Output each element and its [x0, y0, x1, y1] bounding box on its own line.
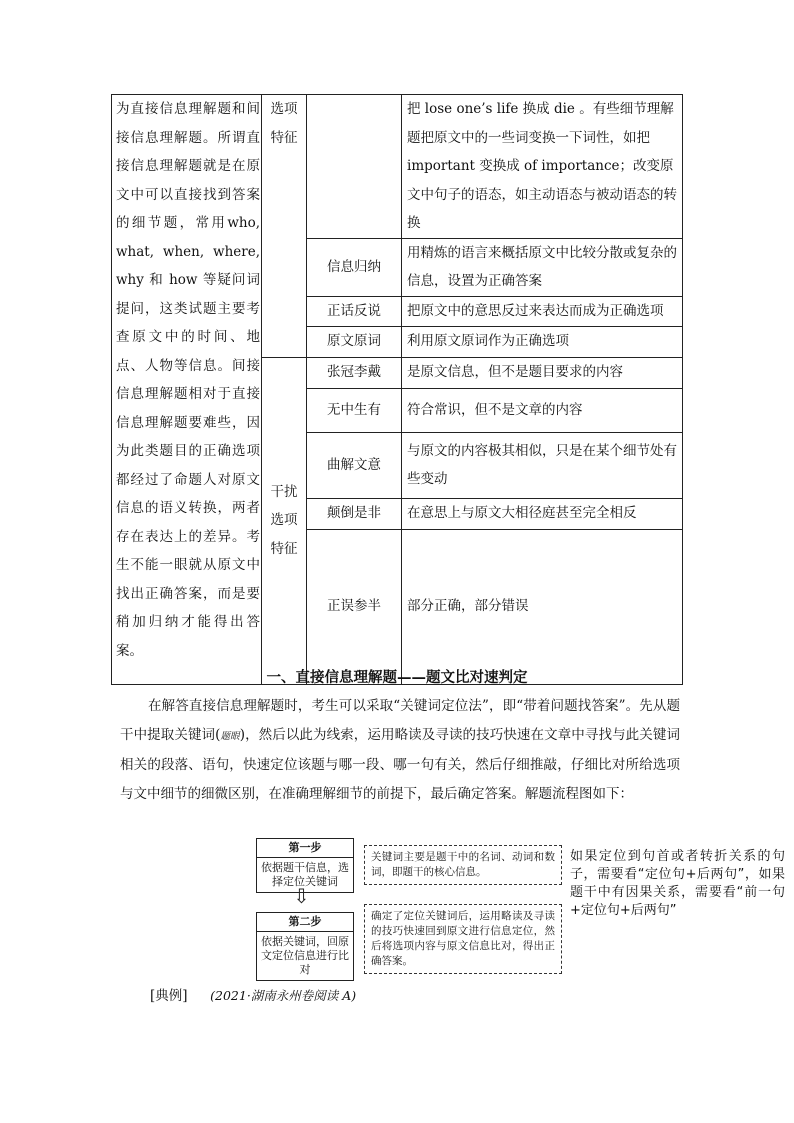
row-name: 原文原词 — [307, 326, 402, 357]
example-line — [150, 984, 356, 1004]
body-paragraph — [120, 692, 680, 809]
row-desc: 用精炼的语言来概括原文中比较分散或复杂的信息，设置为正确答案 — [402, 238, 683, 296]
row-name: 颠倒是非 — [307, 498, 402, 529]
step2-body: 依据关键词，回原文定位信息进行比对 — [261, 935, 349, 976]
step2-note: 确定了定位关键词后，运用略读及寻读的技巧快速回到原文进行信息定位，然后将选项内容与原文信息比对，得出正确答案。 — [364, 904, 562, 974]
row-desc: 把 lose one’s life 换成 die 。有些细节理解题把原文中的一些词变换一下词性，如把 important 变换成 of importance；改变原文中句子的语态，如主动语态与被动语态的转换 — [402, 95, 683, 239]
paragraph-text-1: 在解答直接信息理解题时，考生可以采取“关键词定位法”，即“带着问题找答案”。先从题干中提取关键词( — [120, 698, 680, 743]
row-desc: 部分正确，部分错误 — [402, 529, 683, 684]
row-name: 信息归纳 — [307, 238, 402, 296]
row-name: 正话反说 — [307, 296, 402, 326]
row-desc: 是原文信息，但不是题目要求的内容 — [402, 357, 683, 388]
step2-box — [256, 912, 354, 981]
step2-title: 第二步 — [257, 913, 353, 932]
feature-table — [111, 94, 683, 685]
distractor-feature-label — [262, 357, 307, 684]
row-desc: 与原文的内容极其相似，只是在某个细节处有些变动 — [402, 432, 683, 498]
row-desc: 把原文中的意思反过来表达而成为正确选项 — [402, 296, 683, 326]
row-name: 曲解文意 — [307, 432, 402, 498]
row-name: 张冠李戴 — [307, 357, 402, 388]
row-desc: 在意思上与原文大相径庭甚至完全相反 — [402, 498, 683, 529]
section-heading: 一、直接信息理解题——题文比对速判定 — [266, 669, 528, 686]
distractor-label-text: 干扰选项特征 — [270, 483, 298, 557]
step1-note: 关键词主要是题干中的名词、动词和数词，即题干的核心信息。 — [364, 845, 562, 885]
step1-body: 依据题干信息，选择定位关键词 — [261, 861, 349, 888]
example-source: (2021·湖南永州卷阅读 A) — [210, 988, 357, 1003]
row-desc: 符合常识，但不是文章的内容 — [402, 388, 683, 432]
row-desc: 利用原文原词作为正确选项 — [402, 326, 683, 357]
row-name: 无中生有 — [307, 388, 402, 432]
paragraph-text-2: )，然后以此为线索，运用略读及寻读的技巧快速在文章中寻找与此关键词相关的段落、语句，快速定位该题与哪一段、哪一句有关，然后仔细推敲，仔细比对所给选项与文中细节的细微区别，在准确理解细节的前提下，最后确定答案。解题流程图如下： — [120, 727, 680, 802]
intro-cell: 为直接信息理解题和间接信息理解题。所谓直接信息理解题就是在原文中可以直接找到答案的细节题，常用who, what, when, where, why 和 how 等疑问词提问，这类试题主要考查原文中的时间、地点、人物等信息。间接信息理解题相对于直接信息理解题要难些，因为此类题目的正确选项都经过了命题人对原文信息的语义转换，两者存在表达上的差异。考生不能一眼就从原文中找出正确答案，而是要稍加归纳才能得出答案。 — [112, 95, 262, 685]
down-arrow-icon: ⇩ — [293, 884, 310, 908]
step1-title: 第一步 — [257, 839, 353, 858]
row-name — [307, 95, 402, 239]
row-name: 正误参半 — [307, 529, 402, 684]
option-feature-label: 选项特征 — [262, 95, 307, 358]
example-label: [典例] — [150, 988, 188, 1004]
paragraph-note: 题眼 — [220, 731, 240, 742]
side-note: 如果定位到句首或者转折关系的句子，需要看“定位句+后两句”，如果题干中有因果关系，需要看“前一句+定位句+后两句” — [570, 849, 785, 918]
